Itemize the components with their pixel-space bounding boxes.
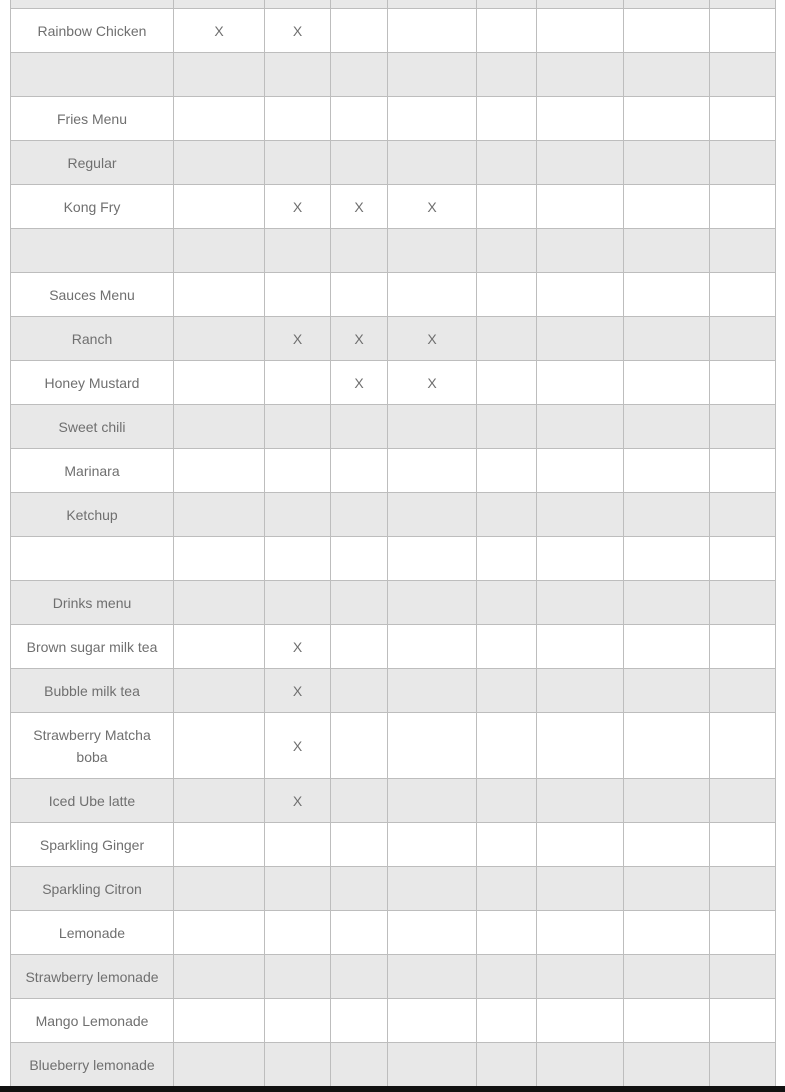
mark-cell [477, 361, 537, 405]
item-name-cell [11, 53, 174, 97]
mark-cell [477, 185, 537, 229]
mark-cell [537, 669, 624, 713]
mark-cell [388, 779, 477, 823]
mark-cell [477, 53, 537, 97]
mark-cell: X [174, 9, 265, 53]
mark-cell [331, 867, 388, 911]
mark-cell [174, 273, 265, 317]
table-row [11, 9, 776, 53]
mark-cell [624, 1043, 710, 1087]
mark-cell: X [265, 185, 331, 229]
mark-cell [174, 955, 265, 999]
mark-cell [265, 97, 331, 141]
mark-cell [624, 669, 710, 713]
mark-cell [710, 823, 776, 867]
table-body [11, 0, 776, 1087]
mark-cell [331, 449, 388, 493]
mark-cell [477, 823, 537, 867]
mark-cell [710, 713, 776, 779]
item-name-cell: Kong Fry [11, 185, 174, 229]
table-row [11, 1043, 776, 1087]
item-name-cell: Sparkling Citron [11, 867, 174, 911]
table-row [11, 999, 776, 1043]
mark-cell [624, 53, 710, 97]
mark-cell [388, 493, 477, 537]
mark-cell [388, 449, 477, 493]
mark-cell [174, 625, 265, 669]
mark-cell [174, 185, 265, 229]
mark-cell [331, 779, 388, 823]
mark-cell [331, 229, 388, 273]
item-name-cell: Strawberry lemonade [11, 955, 174, 999]
mark-cell [710, 1043, 776, 1087]
mark-cell [388, 581, 477, 625]
mark-cell [265, 229, 331, 273]
mark-cell [174, 493, 265, 537]
table-row [11, 537, 776, 581]
mark-cell [174, 405, 265, 449]
mark-cell [537, 581, 624, 625]
mark-cell [477, 97, 537, 141]
menu-allergen-table [10, 0, 776, 1087]
table-row [11, 955, 776, 999]
mark-cell [174, 669, 265, 713]
mark-cell [174, 779, 265, 823]
mark-cell [477, 9, 537, 53]
mark-cell [174, 0, 265, 9]
item-name-cell: Blueberry lemonade [11, 1043, 174, 1087]
mark-cell [388, 911, 477, 955]
mark-cell [388, 273, 477, 317]
mark-cell [624, 0, 710, 9]
mark-cell [388, 1043, 477, 1087]
table-row [11, 713, 776, 779]
mark-cell: X [265, 779, 331, 823]
table-row [11, 911, 776, 955]
mark-cell [710, 999, 776, 1043]
mark-cell [388, 141, 477, 185]
mark-cell [624, 273, 710, 317]
mark-cell [265, 955, 331, 999]
mark-cell [388, 0, 477, 9]
mark-cell [624, 229, 710, 273]
mark-cell [710, 669, 776, 713]
table-row [11, 53, 776, 97]
item-name-cell: Fries Menu [11, 97, 174, 141]
mark-cell [265, 493, 331, 537]
mark-cell [331, 405, 388, 449]
mark-cell [710, 0, 776, 9]
mark-cell [537, 229, 624, 273]
table-row [11, 823, 776, 867]
table-row [11, 581, 776, 625]
mark-cell [331, 999, 388, 1043]
mark-cell [537, 867, 624, 911]
mark-cell [477, 779, 537, 823]
mark-cell: X [265, 669, 331, 713]
mark-cell [174, 53, 265, 97]
mark-cell [174, 911, 265, 955]
mark-cell [710, 317, 776, 361]
item-name-cell: Rainbow Chicken [11, 9, 174, 53]
mark-cell [174, 713, 265, 779]
mark-cell [388, 867, 477, 911]
item-name-cell: Bubble milk tea [11, 669, 174, 713]
mark-cell [710, 911, 776, 955]
mark-cell [537, 955, 624, 999]
item-name-cell: Lemonade [11, 911, 174, 955]
mark-cell: X [331, 317, 388, 361]
table-row [11, 229, 776, 273]
mark-cell [624, 823, 710, 867]
mark-cell [537, 493, 624, 537]
mark-cell [477, 405, 537, 449]
mark-cell [710, 955, 776, 999]
table-row [11, 493, 776, 537]
mark-cell [174, 1043, 265, 1087]
mark-cell [265, 449, 331, 493]
mark-cell [331, 141, 388, 185]
mark-cell [710, 867, 776, 911]
mark-cell [265, 867, 331, 911]
mark-cell [174, 449, 265, 493]
mark-cell [331, 581, 388, 625]
mark-cell [477, 273, 537, 317]
mark-cell [624, 713, 710, 779]
mark-cell [537, 53, 624, 97]
mark-cell [624, 493, 710, 537]
mark-cell [388, 9, 477, 53]
mark-cell [265, 0, 331, 9]
mark-cell [174, 999, 265, 1043]
table-row [11, 141, 776, 185]
mark-cell [710, 625, 776, 669]
item-name-cell: Strawberry Matcha boba [11, 713, 174, 779]
item-name-cell: Sparkling Ginger [11, 823, 174, 867]
mark-cell [537, 449, 624, 493]
mark-cell [537, 625, 624, 669]
mark-cell [624, 141, 710, 185]
mark-cell [710, 405, 776, 449]
mark-cell [174, 229, 265, 273]
mark-cell [710, 141, 776, 185]
mark-cell [388, 823, 477, 867]
mark-cell [624, 911, 710, 955]
mark-cell [265, 1043, 331, 1087]
mark-cell: X [388, 361, 477, 405]
table-row [11, 0, 776, 9]
mark-cell [624, 537, 710, 581]
mark-cell: X [331, 185, 388, 229]
mark-cell [537, 361, 624, 405]
bottom-edge-bar [0, 1086, 785, 1092]
mark-cell [477, 141, 537, 185]
mark-cell [624, 999, 710, 1043]
mark-cell [624, 185, 710, 229]
mark-cell [710, 493, 776, 537]
mark-cell [624, 955, 710, 999]
mark-cell [537, 185, 624, 229]
table-row [11, 449, 776, 493]
mark-cell [388, 713, 477, 779]
mark-cell [265, 141, 331, 185]
mark-cell [388, 625, 477, 669]
mark-cell [624, 405, 710, 449]
mark-cell: X [388, 317, 477, 361]
mark-cell [388, 537, 477, 581]
mark-cell [174, 823, 265, 867]
mark-cell [174, 141, 265, 185]
mark-cell [624, 97, 710, 141]
mark-cell [477, 0, 537, 9]
item-name-cell: Ranch [11, 317, 174, 361]
table-row [11, 317, 776, 361]
mark-cell [477, 493, 537, 537]
mark-cell [265, 361, 331, 405]
table-row [11, 779, 776, 823]
mark-cell [537, 537, 624, 581]
mark-cell [265, 999, 331, 1043]
item-name-cell: Sauces Menu [11, 273, 174, 317]
mark-cell [624, 779, 710, 823]
mark-cell [477, 911, 537, 955]
table-row [11, 669, 776, 713]
mark-cell [477, 581, 537, 625]
mark-cell [174, 361, 265, 405]
mark-cell [331, 493, 388, 537]
item-name-cell: Mango Lemonade [11, 999, 174, 1043]
mark-cell [710, 9, 776, 53]
mark-cell [331, 53, 388, 97]
mark-cell [710, 185, 776, 229]
mark-cell [710, 97, 776, 141]
table-row [11, 97, 776, 141]
mark-cell [624, 625, 710, 669]
mark-cell [388, 999, 477, 1043]
mark-cell [388, 405, 477, 449]
mark-cell [537, 141, 624, 185]
table-row [11, 273, 776, 317]
mark-cell: X [265, 317, 331, 361]
table-row [11, 867, 776, 911]
mark-cell [265, 537, 331, 581]
mark-cell [388, 53, 477, 97]
mark-cell [174, 317, 265, 361]
mark-cell [710, 229, 776, 273]
mark-cell [477, 713, 537, 779]
mark-cell: X [265, 625, 331, 669]
mark-cell [624, 581, 710, 625]
mark-cell: X [331, 361, 388, 405]
mark-cell [477, 625, 537, 669]
mark-cell [388, 955, 477, 999]
mark-cell [265, 581, 331, 625]
mark-cell [537, 999, 624, 1043]
mark-cell [174, 581, 265, 625]
mark-cell [265, 53, 331, 97]
mark-cell [477, 999, 537, 1043]
table-row [11, 405, 776, 449]
mark-cell [477, 229, 537, 273]
mark-cell [388, 229, 477, 273]
mark-cell [331, 273, 388, 317]
mark-cell [624, 317, 710, 361]
item-name-cell: Brown sugar milk tea [11, 625, 174, 669]
mark-cell [331, 911, 388, 955]
mark-cell [331, 537, 388, 581]
mark-cell [331, 713, 388, 779]
table-row [11, 625, 776, 669]
mark-cell [265, 911, 331, 955]
mark-cell [331, 669, 388, 713]
mark-cell [537, 9, 624, 53]
table-row [11, 185, 776, 229]
mark-cell [477, 955, 537, 999]
mark-cell [537, 0, 624, 9]
mark-cell [331, 97, 388, 141]
mark-cell [537, 779, 624, 823]
item-name-cell [11, 229, 174, 273]
mark-cell [331, 955, 388, 999]
mark-cell [265, 405, 331, 449]
item-name-cell: Ketchup [11, 493, 174, 537]
mark-cell [331, 1043, 388, 1087]
mark-cell [174, 97, 265, 141]
mark-cell [710, 273, 776, 317]
mark-cell: X [388, 185, 477, 229]
mark-cell [537, 911, 624, 955]
mark-cell [537, 317, 624, 361]
item-name-cell: Marinara [11, 449, 174, 493]
mark-cell [537, 1043, 624, 1087]
mark-cell [537, 405, 624, 449]
item-name-cell [11, 0, 174, 9]
mark-cell [477, 1043, 537, 1087]
mark-cell [477, 669, 537, 713]
mark-cell [388, 97, 477, 141]
mark-cell [331, 625, 388, 669]
mark-cell [477, 317, 537, 361]
item-name-cell: Regular [11, 141, 174, 185]
mark-cell [174, 537, 265, 581]
mark-cell [477, 537, 537, 581]
mark-cell [331, 0, 388, 9]
mark-cell [174, 867, 265, 911]
item-name-cell: Honey Mustard [11, 361, 174, 405]
mark-cell [537, 97, 624, 141]
mark-cell [537, 713, 624, 779]
mark-cell [710, 779, 776, 823]
mark-cell [624, 867, 710, 911]
mark-cell [388, 669, 477, 713]
item-name-cell: Iced Ube latte [11, 779, 174, 823]
item-name-cell: Drinks menu [11, 581, 174, 625]
item-name-cell [11, 537, 174, 581]
mark-cell [331, 823, 388, 867]
mark-cell [624, 9, 710, 53]
mark-cell [624, 361, 710, 405]
mark-cell: X [265, 9, 331, 53]
mark-cell [537, 823, 624, 867]
mark-cell [710, 361, 776, 405]
mark-cell [710, 53, 776, 97]
table-row [11, 361, 776, 405]
mark-cell [265, 823, 331, 867]
mark-cell [710, 449, 776, 493]
item-name-cell: Sweet chili [11, 405, 174, 449]
mark-cell [624, 449, 710, 493]
mark-cell [477, 867, 537, 911]
mark-cell [331, 9, 388, 53]
menu-table-container [10, 0, 775, 1087]
mark-cell: X [265, 713, 331, 779]
mark-cell [710, 581, 776, 625]
mark-cell [477, 449, 537, 493]
mark-cell [265, 273, 331, 317]
mark-cell [710, 537, 776, 581]
mark-cell [537, 273, 624, 317]
